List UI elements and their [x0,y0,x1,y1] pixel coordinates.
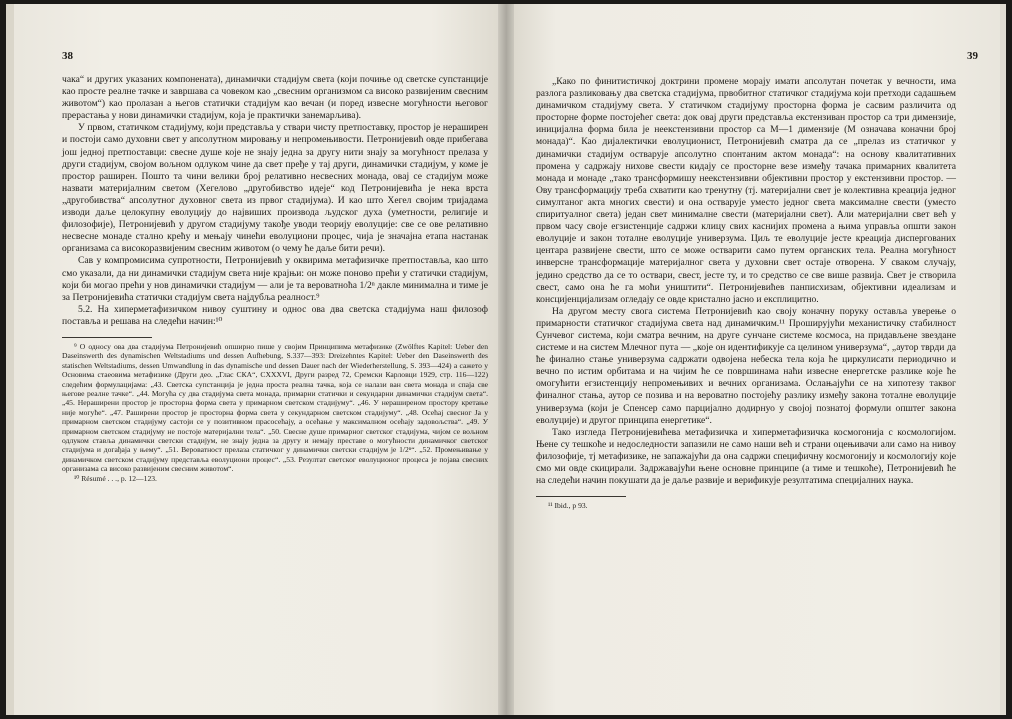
footnote-10: ¹⁰ Résumé . . ., р. 12—123. [74,473,157,483]
right-paragraph-3: Тако изгледа Петронијевићева метафизичка и хиперметафизичка космогонија с космологијом. Њене су тешкоће и недоследности запазили не само наши већ и страни оцењивачи али само на нивоу филозофије, тј метафизике, не запажајући да она садржи специфичну космогонију и космологију које смо ми овде скицирали. Задржавајући њене основне принципе (а тиме и тешкоће), Петронијевић ће на следећи начин покушати да је даље развије и верификује резултатима специјалних наука. [536,426,956,487]
right-page [506,4,1006,715]
right-paragraph-1: „Како по финитистичкој доктрини промене морају имати апсолутан почетак у вечности, има разлога разликовању два светска стадијума, првобитног статичког стадијума који претходи садашњем динамичком стадијуму света. У статичком стадијуму просторна форма је сасвим различита од просторне форме постојећег света: док овај други представља екстензиван простор са три димензије, иницијална форма била је неекстензивни простор са М—1 димензије (М означава коначни број монада)“. Као дијалектички еволуционист, Петронијевић сматра да се „прелаз из статичког у динамички стадијум остварује апсолутно спонтаним актом монада“: на основу квалитативних промена у садржају нихове свести кидају се просторне везе између тачака примарних квалитета монада и монаде „тако трансформишу неекстензивни објективни простор у екстензивни простор. — Ову трансформацију треба схватити као тренутну (тј. материјални свет је колективна креација једног симултаног акта многих свести) и она остварује уместо једног света максималне свести (уместо спиритуалног света) један свет минималне свести (материјални свет). Али материјални свет већ у првом часу своје егзистенције садржи клицу свих каснијих промена а њима управља општи закон еволуције и закон тоталне еволуције универзума. Циљ те еволуције јесте креација диспергованих центара развијене свести, што се може остварити само путем органских тела. Реална могућност инверсне трансформације материјалног света у духовни свет остаје отворена. У сваком случају, једино средство да се то оствари, свест, јесте ту, и то средство се све више развија. Свет је створила свест, само она ће га моћи уништити“. Петронијевићев панписхизам, објективни идеализам и консцијенцијализам огледају се овде кристално јасно и експлицитно. [536,76,956,305]
right-paragraph-2: На другом месту свога система Петронијевић као своју коначну поруку оставља уверење о примарности статичког стадијума света над динамичким.¹¹ Проширујући механистичку стабилност Сунчевог система, који сматра вечним, на друге сунчане системе космоса, на придављене звездане системе и на систем Млечног пута — „које он идентификује са целином универзума“, „аутор тврди да ће финално стање универзума садржати одвојена небеска тела која ће циркулисати периодично и вечно по истим орбитама и на чијим ће се површинама наћи извесне енергетске разлике које ће омогућити егзистенцију непромењивих и вечних организама. Ослањајући се на хипотезу таквог финалног стања, аутор се позива и на вероватно постојећу разлику између закона тоталне еволуције универзума (који је Спенсер само парцијално додирнуо у својој познатој формули општег закона еволуције) и другог принципа енергетике“. [536,305,956,426]
left-footnote-rule [62,337,152,338]
right-page-number: 39 [967,50,978,62]
left-footnotes [62,342,488,483]
left-page-body [62,74,488,328]
left-paragraph-4: 5.2. На хиперметафизичком нивоу суштину и однос ова два светска стадијума наш филозоф поставља и решава на следећи начин:¹⁰ [62,303,488,327]
right-page-body [536,76,956,487]
left-page-number: 38 [62,50,73,62]
right-page-edge [1000,4,1006,715]
left-page [6,4,506,715]
left-page-edge [6,4,14,715]
left-paragraph-3: Сав у компромисима супротности, Петронијевић у оквирима метафизичке претпоставља, као што смо указали, да ни динамички стадијум света није крајњи: он може поново прећи у статички стадијум, који би могао прећи у нов динамички стадијум — али је та вероватноћа 1/2ⁿ дакле минимална и тиме је за Петронијевића статички стадијум света најдубља реалност.⁹ [62,255,488,303]
footnote-9: ⁹ О односу ова два стадијума Петронијевић опширно пише у својим Принципима метафизике (Zwölftes Kapitel: Ueber den Daseinswerth des dynamischen Weltstadiums und dessen Aufhebung, S.337—393: Dreizehntes Kapitel: Ueber den Daseinswerth des statischen Weltstadiums, dessen Umwandlung in das dynamische und dessen Dauer nach der Wiederherstellung, S. 393—424) а сажето у Основима стаеовима метафизике (Други део. „Глас СКА“, CXXXVI, Други разред 72, Сремски Карловци 1929, стр. 116—122) следећим формулацијама: „43. Светска супстанција је једна проста реална тачка, која се налази ван света монада и спаја све његове реалне тачке“. „44. Могућа су два стадијума света монада, примарни статички и секундарни динамички стадијум света“. „45. Нераширени простор је просторна форма света у примарном светском стадијуму“. „46. У нераширеном простору кретање није могуће“. „47. Раширени простор је просторна форма света у секундарном светском стадијуму“. „48. Осећај свесног Ја у примарном светском стадијуму састоји се у позитивном прасосећају, а осећање у максималном осећају задовољства“. „49. У примарном светском стадијуму не постоје материјални тела“. „50. Свесне душе примарног светског стадијума, чијом се вољном одлуком ставља динамички светски стадијум, не знају једна за другу и немају преставе о могућности динамичког светског стадијума и догађаја у њему“. „51. Вероватност прелаза статичког у динамички светски стадијум је 1/2ⁿ“. „52. Промењивање у динамичком светском стадијуму представља еволуциони процес“. „53. Резултат светског еволуционог процеса је појава свесних организама са високо развијеним свесним животом“. [62,341,488,474]
book-spread [6,4,1006,715]
left-paragraph-1: чака“ и других указаних компонената), динамички стадијум света (који почиње од светске супстанције као просте реалне тачке и завршава са човеком као „свесним организмом са високо развијеним свесним животом“) као пролазан а његов статички стадијум као вечан (и поред извесне могућности његовог прерастања у нови динамички стадијум, која је практички занемарљива). [62,74,488,122]
footnote-11: ¹¹ Ibid., р 93. [548,501,588,511]
right-footnote-rule [536,496,626,497]
right-footnotes [536,501,956,510]
left-paragraph-2: У првом, статичком стадијуму, који представља у ствари чисту претпоставку, простор је нераширен и постоји само духовни свет у апсолутном мировању и непромењивости. Петронијевић овде прибегава још једној претпоставци: свесне душе које не знају једна за другу нити знају за могућност прелаза у други стадијум, својом вољном одлуком чине да свет пређе у тај други, динамички стадијум, у коме је простор раширен. Пошто та чини велики број релативно несвесних монада, овај се стадијум може назвати материјалним светом (Хегелово „другобивство идеје“ код Петронијевића је нека врста „другобивства“ апсолутног духовног света из првог стадијума). И као што Хегел својим тријадама изводи даље целокупну еволуцију до највиших производа људског духа (уметности, религије и филозофије), Петронијевић у другом стадијуму такође уводи теорију еволуције: све се ове релативно несвесне монаде стално крећу и мењају чинећи еволуциони процес, чија је значајна етапа настанак организама са високоразвијеним свесним животом (о чему ће даље бити речи). [62,122,488,255]
